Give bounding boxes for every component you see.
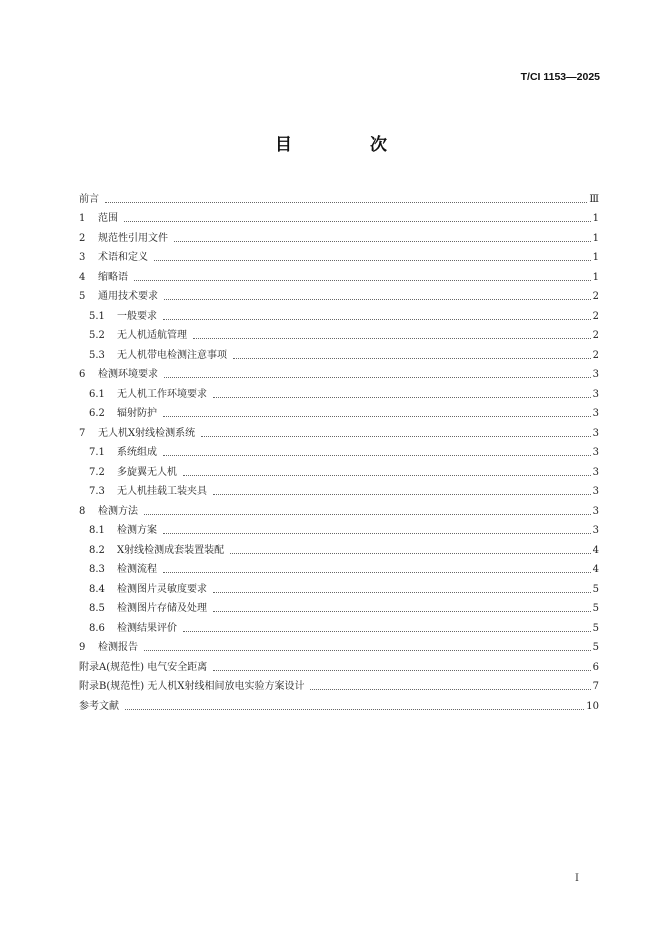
toc-entry[interactable] [79, 264, 599, 284]
toc-dot-leader [310, 689, 590, 690]
toc-entry-label: 缩略语 [98, 271, 128, 283]
table-of-contents [79, 186, 599, 713]
toc-entry[interactable] [79, 225, 599, 245]
toc-entry-page: 3 [592, 388, 599, 400]
toc-entry-page: 5 [592, 642, 599, 653]
toc-entry[interactable] [79, 576, 599, 596]
toc-entry-label: 一般要求 [117, 310, 157, 322]
toc-dot-leader [163, 455, 591, 456]
toc-entry-page: 1 [592, 271, 599, 283]
toc-entry[interactable] [79, 498, 599, 518]
toc-entry-number: 8.1 [89, 525, 105, 536]
toc-entry-page: 5 [592, 622, 599, 634]
toc-entry-label: 多旋翼无人机 [117, 466, 177, 478]
toc-entry-page: 7 [592, 681, 599, 692]
toc-entry[interactable] [79, 459, 599, 479]
toc-dot-leader [154, 260, 591, 261]
toc-entry-label: 检测结果评价 [117, 622, 177, 634]
toc-entry-number: 8.2 [89, 544, 105, 556]
toc-entry-number: 7.1 [89, 447, 105, 458]
toc-entry-page: 3 [592, 447, 599, 458]
toc-entry-label: 检测方案 [117, 525, 157, 536]
toc-entry-number: 5 [79, 291, 86, 302]
toc-entry-number: 3 [79, 252, 86, 263]
toc-entry-page: 3 [592, 408, 599, 419]
toc-entry[interactable] [79, 615, 599, 635]
toc-dot-leader [144, 514, 591, 515]
toc-dot-leader [164, 377, 591, 378]
toc-entry-label: 参考文献 [79, 700, 119, 712]
toc-entry-label: 无人机适航管理 [117, 330, 187, 341]
toc-entry[interactable] [79, 557, 599, 577]
toc-entry-label: 无人机挂载工装夹具 [117, 486, 207, 497]
toc-entry-label: 检测图片存储及处理 [117, 603, 207, 614]
toc-entry-number: 7 [79, 427, 86, 439]
toc-entry[interactable] [79, 362, 599, 382]
toc-entry[interactable] [79, 303, 599, 323]
toc-entry[interactable] [79, 479, 599, 499]
toc-entry-page: 3 [592, 486, 599, 497]
toc-dot-leader [144, 650, 591, 651]
toc-entry-number: 5.3 [89, 349, 105, 361]
toc-entry[interactable] [79, 693, 599, 713]
toc-entry-number: 6 [79, 369, 86, 380]
toc-entry-number: 1 [79, 213, 86, 224]
toc-entry-page: 2 [592, 330, 599, 341]
toc-entry-label: X射线检测成套装置装配 [117, 544, 225, 556]
toc-entry[interactable] [79, 420, 599, 440]
toc-entry-label: 系统组成 [117, 447, 157, 458]
toc-entry[interactable] [79, 596, 599, 616]
toc-dot-leader [233, 358, 591, 359]
toc-entry-page: 4 [592, 544, 599, 556]
toc-entry-label: 辐射防护 [117, 408, 157, 419]
toc-entry-page: 4 [592, 564, 599, 575]
toc-entry-page: Ⅲ [589, 193, 599, 205]
toc-entry[interactable] [79, 537, 599, 557]
toc-entry-label: 前言 [79, 193, 99, 205]
toc-entry-label: 通用技术要求 [98, 291, 158, 302]
toc-dot-leader [174, 241, 591, 242]
toc-entry-label: 检测报告 [98, 642, 138, 653]
toc-entry-page: 5 [592, 603, 599, 614]
toc-entry-number: 5.2 [89, 330, 105, 341]
toc-entry-label: 范围 [98, 213, 118, 224]
page-number: I [575, 873, 579, 884]
toc-entry-number: 4 [79, 271, 86, 283]
toc-entry-number: 7.3 [89, 486, 105, 497]
toc-entry-label: 附录A(规范性) 电气安全距离 [79, 661, 208, 673]
toc-entry-number: 8 [79, 505, 86, 517]
toc-dot-leader [134, 280, 591, 281]
toc-dot-leader [213, 397, 591, 398]
toc-dot-leader [193, 338, 591, 339]
toc-entry-label: 规范性引用文件 [98, 232, 168, 244]
standard-code: T/CI 1153—2025 [520, 71, 600, 83]
toc-entry[interactable] [79, 206, 599, 226]
toc-dot-leader [163, 572, 591, 573]
toc-entry-label: 检测图片灵敏度要求 [117, 583, 207, 595]
toc-entry-label: 无人机带电检测注意事项 [117, 349, 227, 361]
page-title: 目 次 [275, 135, 423, 155]
toc-dot-leader [201, 436, 591, 437]
toc-entry-page: 6 [592, 661, 599, 673]
toc-dot-leader [164, 299, 591, 300]
toc-dot-leader [124, 221, 591, 222]
toc-entry-page: 3 [592, 369, 599, 380]
toc-entry-page: 1 [592, 252, 599, 263]
toc-entry[interactable] [79, 635, 599, 655]
toc-dot-leader [213, 611, 591, 612]
toc-dot-leader [105, 202, 587, 203]
toc-entry[interactable] [79, 186, 599, 206]
toc-dot-leader [163, 416, 591, 417]
toc-entry-number: 8.4 [89, 583, 105, 595]
toc-entry-number: 8.3 [89, 564, 105, 575]
toc-entry[interactable] [79, 674, 599, 694]
toc-entry[interactable] [79, 440, 599, 460]
toc-entry-page: 10 [586, 700, 599, 712]
toc-entry[interactable] [79, 323, 599, 343]
toc-entry-number: 2 [79, 232, 86, 244]
toc-dot-leader [213, 494, 591, 495]
toc-entry[interactable] [79, 381, 599, 401]
toc-entry-page: 3 [592, 466, 599, 478]
toc-entry[interactable] [79, 654, 599, 674]
toc-entry-label: 检测环境要求 [98, 369, 158, 380]
toc-entry-number: 6.1 [89, 388, 105, 400]
toc-entry-page: 3 [592, 525, 599, 536]
toc-entry[interactable] [79, 401, 599, 421]
toc-entry[interactable] [79, 518, 599, 538]
toc-entry-page: 1 [592, 213, 599, 224]
toc-entry-number: 5.1 [89, 310, 105, 322]
toc-entry-label: 附录B(规范性) 无人机X射线相间放电实验方案设计 [79, 681, 305, 692]
toc-entry-page: 2 [592, 310, 599, 322]
toc-entry-page: 3 [592, 427, 599, 439]
toc-dot-leader [230, 553, 591, 554]
toc-entry-page: 5 [592, 583, 599, 595]
toc-dot-leader [125, 709, 584, 710]
toc-entry-number: 8.6 [89, 622, 105, 634]
toc-entry[interactable] [79, 284, 599, 304]
toc-entry-number: 9 [79, 642, 86, 653]
toc-entry-label: 检测流程 [117, 564, 157, 575]
toc-entry-page: 2 [592, 349, 599, 361]
toc-entry-page: 2 [592, 291, 599, 302]
toc-entry-number: 8.5 [89, 603, 105, 614]
toc-entry[interactable] [79, 245, 599, 265]
toc-dot-leader [213, 670, 590, 671]
toc-entry-label: 无人机X射线检测系统 [98, 427, 196, 439]
toc-entry[interactable] [79, 342, 599, 362]
toc-entry-label: 无人机工作环境要求 [117, 388, 207, 400]
toc-dot-leader [183, 475, 591, 476]
toc-dot-leader [183, 631, 591, 632]
toc-dot-leader [163, 533, 591, 534]
toc-entry-number: 6.2 [89, 408, 105, 419]
toc-entry-page: 1 [592, 232, 599, 244]
toc-entry-number: 7.2 [89, 466, 105, 478]
toc-entry-label: 检测方法 [98, 505, 138, 517]
toc-dot-leader [163, 319, 591, 320]
toc-entry-label: 术语和定义 [98, 252, 148, 263]
toc-entry-page: 3 [592, 505, 599, 517]
toc-dot-leader [213, 592, 591, 593]
